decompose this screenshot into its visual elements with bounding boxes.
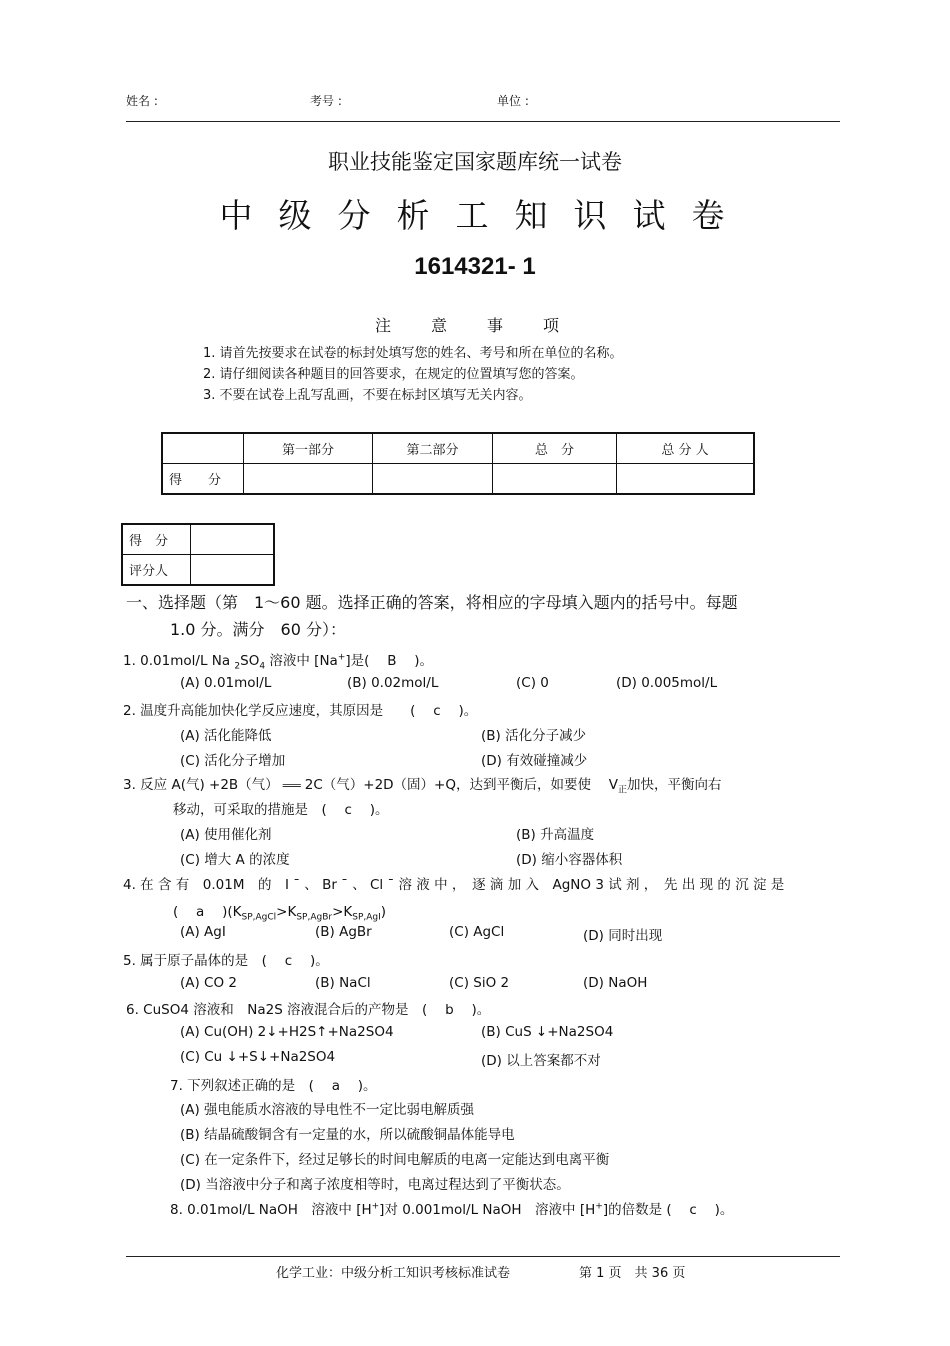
exam-title: 中级分析工知识试卷 — [219, 196, 751, 235]
table-header: 总 分 人 — [617, 433, 755, 464]
q-text: 3. 反应 A(气) +2B（气） — [123, 777, 279, 793]
section-heading: 一、选择题（第 1～60 题。选择正确的答案，将相应的字母填入题内的括号中。每题 — [126, 593, 738, 612]
option: (D) NaOH — [583, 975, 648, 991]
option: (C) 活化分子增加 — [180, 753, 286, 769]
notice-item: 1. 请首先按要求在试卷的标封处填写您的姓名、考号和所在单位的名称。 — [203, 346, 623, 361]
option: (A) CO 2 — [180, 975, 237, 991]
notice-item: 2. 请仔细阅读各种题目的回答要求，在规定的位置填写您的答案。 — [203, 367, 584, 382]
option: (C) 在一定条件下，经过足够长的时间电解质的电离一定能达到电离平衡 — [180, 1152, 610, 1168]
q-text: ]是( B )。 — [345, 653, 434, 669]
q-text: >K — [332, 904, 353, 920]
q-sup: + — [371, 1201, 380, 1212]
score-summary-table — [161, 432, 755, 495]
option: (D) 以上答案都不对 — [481, 1053, 601, 1069]
question-5: 5. 属于原子晶体的是 ( c )。 — [123, 953, 329, 969]
option: (B) 结晶硫酸铜含有一定量的水，所以硫酸铜晶体能导电 — [180, 1127, 515, 1143]
q-text: ]对 0.001mol/L NaOH 溶液中 [H — [379, 1202, 596, 1218]
question-2: 2. 温度升高能加快化学反应速度，其原因是 ( c )。 — [123, 703, 478, 719]
score-row-label: 得 分 — [162, 464, 244, 495]
question-6: 6. CuSO4 溶液和 Na2S 溶液混合后的产物是 ( b )。 — [126, 1002, 491, 1018]
option: (D) 当溶液中分子和离子浓度相等时，电离过程达到了平衡状态。 — [180, 1177, 570, 1193]
q-sub: SP,AgI — [352, 912, 381, 923]
grader-name-cell[interactable] — [191, 555, 275, 586]
unit-label: 单位 : — [497, 94, 529, 108]
score-cell-part1[interactable] — [244, 464, 373, 495]
grader-score-cell[interactable] — [191, 524, 275, 555]
table-header: 总 分 — [493, 433, 617, 464]
name-label: 姓名 : — [126, 94, 158, 108]
table-header: 第一部分 — [244, 433, 373, 464]
question-7: 7. 下列叙述正确的是 ( a )。 — [170, 1078, 377, 1094]
option: (D) 0.005mol/L — [616, 675, 718, 691]
question-4-cont — [173, 900, 386, 923]
exam-number-label: 考号 : — [310, 94, 342, 108]
q-text: ( a )(K — [173, 904, 242, 920]
score-cell-total[interactable] — [493, 464, 617, 495]
question-3 — [123, 773, 722, 796]
option: (A) 强电能质水溶液的导电性不一定比弱电解质强 — [180, 1102, 475, 1118]
q-sub: 正 — [618, 785, 628, 796]
score-cell-grader[interactable] — [617, 464, 755, 495]
notice-heading: 注意事项 — [374, 316, 599, 335]
option: (C) 0 — [516, 675, 549, 691]
option: (B) 活化分子减少 — [481, 728, 587, 744]
header-rule — [126, 121, 840, 122]
q-text: 2C（气）+2D（固）+Q，达到平衡后，如要使 V — [304, 777, 619, 793]
option: (B) 0.02mol/L — [347, 675, 439, 691]
q-text: SO — [240, 653, 260, 669]
q-text: 8. 0.01mol/L NaOH 溶液中 [H — [170, 1202, 372, 1218]
option: (A) 0.01mol/L — [180, 675, 272, 691]
grader-table — [121, 523, 275, 586]
option: (A) AgI — [180, 924, 226, 940]
table-header: 第二部分 — [373, 433, 493, 464]
q-text: >K — [276, 904, 297, 920]
equilibrium-arrow: ═══ — [282, 781, 301, 792]
q-sub: SP,AgBr — [296, 912, 333, 923]
option: (B) CuS ↓+Na2SO4 — [481, 1024, 614, 1040]
question-1 — [123, 649, 433, 672]
q-sub: 2 — [234, 661, 241, 672]
option: (A) 活化能降低 — [180, 728, 272, 744]
q-sub: 4 — [259, 661, 266, 672]
exam-code: 1614321- 1 — [414, 253, 536, 280]
option: (D) 缩小容器体积 — [516, 852, 623, 868]
table-cell — [162, 433, 244, 464]
option: (A) 使用催化剂 — [180, 827, 272, 843]
q-text: 溶液中 [Na — [265, 653, 338, 669]
section-heading-cont: 1.0 分。满分 60 分）： — [170, 620, 346, 639]
footer-title: 化学工业：中级分析工知识考核标准试卷 — [276, 1266, 511, 1281]
option: (D) 同时出现 — [583, 928, 663, 944]
grader-name-label: 评分人 — [122, 555, 191, 586]
grader-score-label: 得 分 — [122, 524, 191, 555]
q-sup: + — [337, 652, 346, 663]
q-sub: SP,AgCl — [241, 912, 277, 923]
option: (C) AgCl — [449, 924, 505, 940]
question-8 — [170, 1198, 733, 1218]
score-cell-part2[interactable] — [373, 464, 493, 495]
option: (C) Cu ↓+S↓+Na2SO4 — [180, 1049, 336, 1065]
option: (B) NaCl — [315, 975, 371, 991]
option: (C) SiO 2 — [449, 975, 510, 991]
question-4: 4. 在 含 有 0.01M 的 I ¯ 、 Br ¯ 、 Cl ¯ 溶 液 中 ， 逐 滴 加 入 AgNO 3 试 剂 ， 先 出 现 的 沉 淀 是 — [123, 877, 785, 893]
option: (D) 有效碰撞减少 — [481, 753, 588, 769]
q-text: 加快，平衡向右 — [627, 777, 722, 793]
notice-item: 3. 不要在试卷上乱写乱画，不要在标封区填写无关内容。 — [203, 388, 532, 403]
page-number: 第 1 页 共 36 页 — [579, 1266, 686, 1281]
q-text: ]的倍数是 ( c )。 — [602, 1202, 734, 1218]
option: (C) 增大 A 的浓度 — [180, 852, 290, 868]
footer-rule — [126, 1256, 840, 1257]
option: (A) Cu(OH) 2↓+H2S↑+Na2SO4 — [180, 1024, 394, 1040]
q-sup: + — [595, 1201, 603, 1212]
exam-series-title: 职业技能鉴定国家题库统一试卷 — [328, 150, 622, 174]
question-3-cont: 移动，可采取的措施是 ( c )。 — [173, 802, 389, 818]
q-text: ) — [380, 904, 387, 920]
option: (B) 升高温度 — [516, 827, 595, 843]
q-text: 1. 0.01mol/L Na — [123, 653, 235, 669]
option: (B) AgBr — [315, 924, 372, 940]
